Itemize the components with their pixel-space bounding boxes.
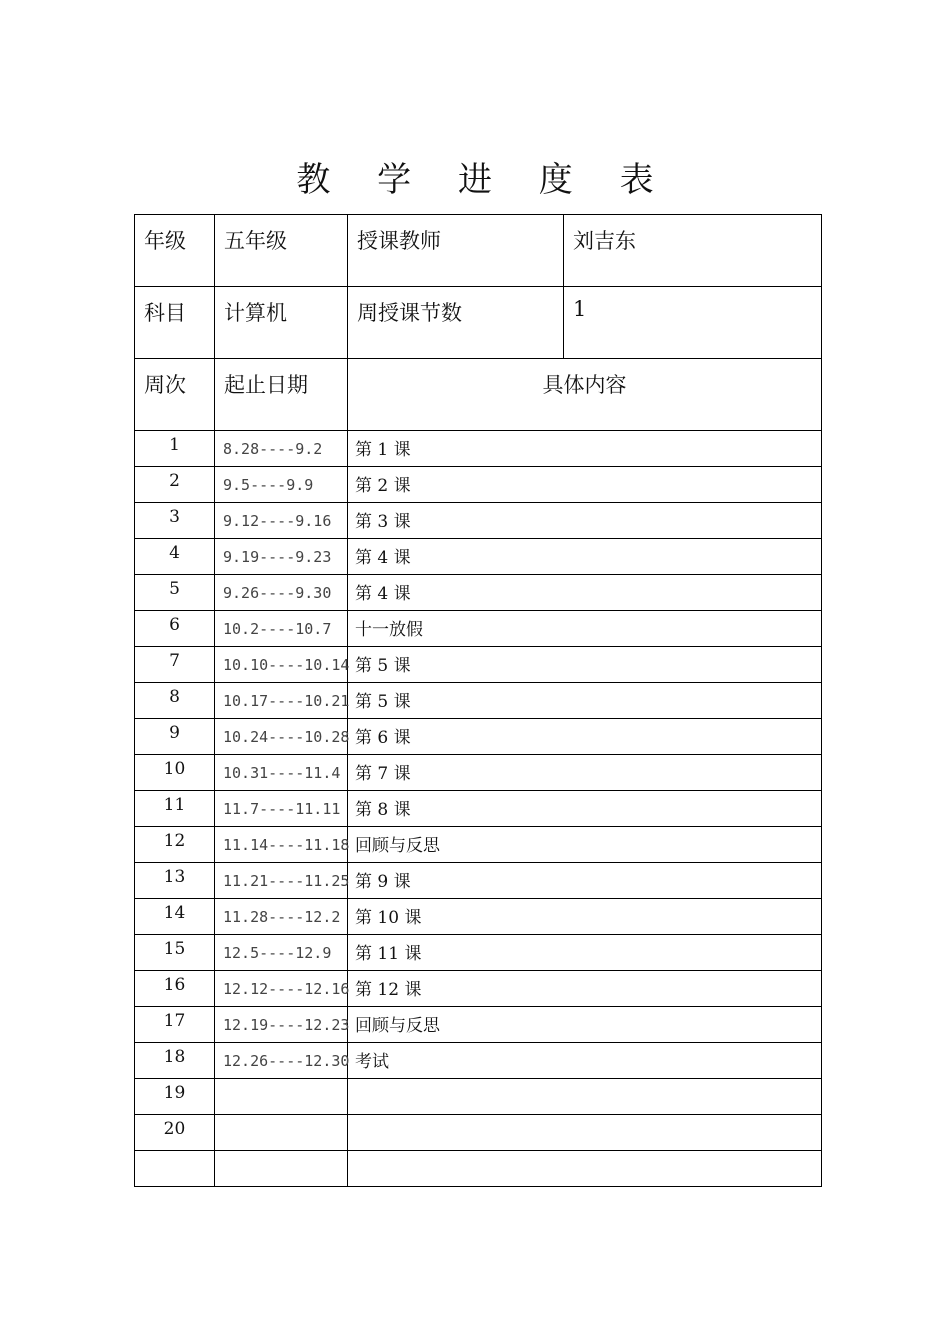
table-row [135,431,822,467]
dates-cell [215,1151,348,1187]
table-row [135,719,822,755]
grade-value: 五年级 [215,215,348,287]
table-row [135,1007,822,1043]
table-row [135,827,822,863]
content-cell: 第 5 课 [348,683,822,719]
table-row [135,575,822,611]
table-row [135,539,822,575]
week-cell: 19 [135,1079,215,1115]
grade-label: 年级 [135,215,215,287]
content-cell: 第 12 课 [348,971,822,1007]
content-cell: 第 6 课 [348,719,822,755]
week-cell: 10 [135,755,215,791]
content-cell: 第 9 课 [348,863,822,899]
dates-cell: 11.7----11.11 [215,791,348,827]
dates-cell: 10.24----10.28 [215,719,348,755]
week-cell: 18 [135,1043,215,1079]
week-cell: 9 [135,719,215,755]
table-row [135,863,822,899]
dates-cell: 10.31----11.4 [215,755,348,791]
dates-cell: 11.14----11.18 [215,827,348,863]
content-cell: 考试 [348,1043,822,1079]
table-row [135,1151,822,1187]
content-cell: 第 4 课 [348,575,822,611]
content-cell: 回顾与反思 [348,1007,822,1043]
dates-cell: 9.19----9.23 [215,539,348,575]
content-cell: 第 2 课 [348,467,822,503]
dates-cell: 10.2----10.7 [215,611,348,647]
schedule-table [134,214,822,1187]
content-cell: 第 5 课 [348,647,822,683]
table-row [135,1043,822,1079]
teacher-label: 授课教师 [348,215,564,287]
table-row [135,503,822,539]
content-cell: 第 10 课 [348,899,822,935]
content-cell [348,1151,822,1187]
dates-cell [215,1115,348,1151]
subject-value: 计算机 [215,287,348,359]
dates-header: 起止日期 [215,359,348,431]
table-row [135,1079,822,1115]
dates-cell: 12.19----12.23 [215,1007,348,1043]
week-cell: 4 [135,539,215,575]
dates-cell: 10.17----10.21 [215,683,348,719]
week-cell: 16 [135,971,215,1007]
dates-cell: 11.28----12.2 [215,899,348,935]
dates-cell: 12.26----12.30 [215,1043,348,1079]
week-cell: 3 [135,503,215,539]
teacher-value: 刘吉东 [564,215,822,287]
dates-cell: 9.26----9.30 [215,575,348,611]
week-cell: 13 [135,863,215,899]
dates-cell: 9.12----9.16 [215,503,348,539]
week-cell: 8 [135,683,215,719]
table-row [135,971,822,1007]
content-cell [348,1115,822,1151]
table-row [135,791,822,827]
dates-cell: 8.28----9.2 [215,431,348,467]
table-row [135,647,822,683]
content-cell: 第 7 课 [348,755,822,791]
week-cell: 12 [135,827,215,863]
week-cell: 15 [135,935,215,971]
week-cell: 11 [135,791,215,827]
periods-value: 1 [564,287,822,359]
table-row [135,611,822,647]
info-row-grade [135,215,822,287]
table-row [135,899,822,935]
table-row [135,1115,822,1151]
week-cell: 20 [135,1115,215,1151]
content-cell: 第 8 课 [348,791,822,827]
week-cell: 2 [135,467,215,503]
table-row [135,467,822,503]
page-title: 教 学 进 度 表 [296,160,672,200]
week-cell [135,1151,215,1187]
content-cell: 十一放假 [348,611,822,647]
dates-cell [215,1079,348,1115]
week-cell: 14 [135,899,215,935]
content-cell: 第 3 课 [348,503,822,539]
table-row [135,935,822,971]
content-cell [348,1079,822,1115]
dates-cell: 10.10----10.14 [215,647,348,683]
content-cell: 回顾与反思 [348,827,822,863]
dates-cell: 11.21----11.25 [215,863,348,899]
week-cell: 17 [135,1007,215,1043]
content-cell: 第 11 课 [348,935,822,971]
week-header: 周次 [135,359,215,431]
week-cell: 6 [135,611,215,647]
dates-cell: 9.5----9.9 [215,467,348,503]
table-row [135,683,822,719]
table-row [135,755,822,791]
week-cell: 5 [135,575,215,611]
periods-label: 周授课节数 [348,287,564,359]
subject-label: 科目 [135,287,215,359]
content-header: 具体内容 [348,359,822,431]
column-header-row [135,359,822,431]
week-cell: 7 [135,647,215,683]
dates-cell: 12.5----12.9 [215,935,348,971]
info-row-subject [135,287,822,359]
content-cell: 第 4 课 [348,539,822,575]
week-cell: 1 [135,431,215,467]
content-cell: 第 1 课 [348,431,822,467]
dates-cell: 12.12----12.16 [215,971,348,1007]
